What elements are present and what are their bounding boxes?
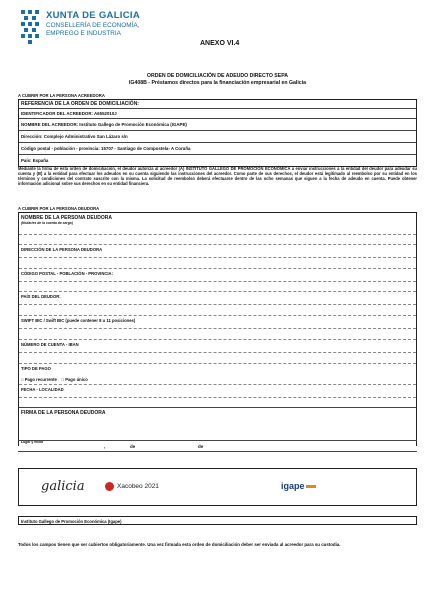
logo-dept-line2: EMPREGO E INDUSTRIA	[46, 30, 121, 38]
debtor-box	[18, 212, 417, 446]
creditor-row-address: Dirección: Complejo Administrativo San Lázaro s/n	[19, 131, 416, 143]
debtor-iban-label: NÚMERO DE CUENTA - IBAN	[21, 341, 79, 347]
date-separator-comma: ,	[104, 444, 106, 449]
payment-type-label: TIPO DE PAGO	[21, 365, 51, 371]
creditor-row-identifier: IDENTIFICADOR DEL ACREEDOR: A6552010J	[19, 109, 416, 119]
signature-label: FIRMA DE LA PERSONA DEUDORA	[21, 409, 106, 416]
xacobeo-logo	[105, 482, 159, 491]
debtor-address-label: DIRECCIÓN DE LA PERSONA DEUDORA	[21, 246, 103, 252]
debtor-country-field[interactable]	[19, 292, 416, 305]
debtor-name-field[interactable]	[19, 213, 416, 235]
date-place-line2[interactable]	[19, 398, 416, 408]
igape-bar-icon	[306, 485, 316, 488]
form-title: ORDEN DE DOMICILIACIÓN DE ADEUDO DIRECTO SEPA	[146, 73, 289, 79]
debtor-postal-line2[interactable]	[19, 282, 416, 292]
xacobeo-mark-icon	[105, 482, 114, 491]
final-note: Todos los campos tienen que ser cubiertos obligatoriamente. Una vez firmada esta orden de domiciliación deber ser enviada al acreedor para su custodia.	[18, 542, 341, 547]
date-de-1: de	[130, 444, 136, 449]
mandate-text: Mediante la firma de esta orden de domiciliación, el deudor autoriza al acreedor (A) INSTITUTO GALLEGO DE PROMOCIÓN ECONÓMICA a enviar instrucciones a la entidad del deudor para adeudar su cuenta y (B) a la entidad para efectuar los adeudos en su cuenta siguiendo las instrucciones del acreedor. Como parte de sus derechos, el deudor está legitimado al reembolso por su entidad en los términos y condiciones del contrato suscrito con la misma. La solicitud de reembolso deberá efectuarse dentro de las ocho semanas que siguen a la fecha de adeudo en cuenta. Puede obtener información adicional sobre sus derechos en su entidad financiera.	[18, 166, 417, 187]
single-label: Pago único	[65, 376, 88, 382]
date-de-2: de	[198, 444, 204, 449]
debtor-address-field[interactable]	[19, 245, 416, 258]
galicia-logo: galicia	[41, 479, 85, 494]
xunta-logo-text	[46, 10, 140, 37]
single-checkbox[interactable]: □	[61, 376, 66, 382]
debtor-postal-label: CÓDIGO POSTAL - POBLACIÓN - PROVINCIA:	[21, 270, 113, 276]
logo-name: XUNTA DE GALICIA	[46, 10, 140, 21]
creditor-section-label: A CUBRIR POR LA PERSONA ACREEDORA	[18, 93, 105, 98]
debtor-country-line2[interactable]	[19, 305, 416, 316]
debtor-name-sublabel: (titular/es de la cuenta de cargo)	[21, 220, 74, 225]
signature-date-row[interactable]	[18, 440, 417, 452]
debtor-swift-field[interactable]	[19, 316, 416, 329]
place-date-small-label: Lugar y fecha	[21, 440, 44, 444]
debtor-swift-label: SWIFT BIC / Swift BIC (puede contener 8 u 11 posiciones)	[21, 317, 136, 323]
igape-logo-text: igape	[281, 481, 305, 491]
recurring-label: Pago recurrente	[24, 376, 57, 382]
creditor-row-country: País: España	[21, 158, 49, 163]
debtor-address-line2[interactable]	[19, 258, 416, 269]
recurring-checkbox[interactable]: □	[21, 376, 25, 382]
debtor-name-line2[interactable]	[19, 235, 416, 245]
debtor-swift-line2[interactable]	[19, 329, 416, 340]
payment-type-field	[19, 364, 416, 375]
debtor-country-label: PAÍS DEL DEUDOR:	[21, 293, 61, 299]
creditor-row-reference: REFERENCIA DE LA ORDEN DE DOMICILIACIÓN:	[19, 100, 416, 109]
debtor-postal-field[interactable]	[19, 269, 416, 282]
logos-strip	[18, 468, 417, 506]
creditor-row-postal: Código postal - población - provincia: 15707 - Santiago de Compostela- A Coruña	[19, 143, 416, 155]
debtor-section-label: A CUBRIR POR LA PERSONA DEUDORA	[18, 206, 100, 211]
date-place-label: FECHA - LOCALIDAD	[21, 386, 64, 392]
xunta-shield-icon	[18, 8, 42, 48]
annex-label: ANEXO VI.4	[200, 40, 240, 47]
debtor-iban-field[interactable]	[19, 340, 416, 353]
date-place-field[interactable]	[19, 385, 416, 398]
xacobeo-logo-text: Xacobeo 2021	[117, 483, 159, 491]
debtor-iban-line2[interactable]	[19, 353, 416, 364]
creditor-row-name: NOMBRE DEL ACREEDOR: Instituto Gallego de Promoción Económica (IGAPE)	[19, 119, 416, 131]
payment-type-options	[19, 375, 416, 385]
creditor-box	[18, 99, 417, 167]
logo-dept-line1: CONSELLERÍA DE ECONOMÍA,	[46, 22, 140, 29]
document-header	[18, 8, 418, 68]
form-subtitle: IG408B - Préstamos directos para la financiación empresarial en Galicia	[128, 80, 307, 86]
debtor-name-label: NOMBRE DE LA PERSONA DEUDORA	[21, 214, 113, 221]
igape-logo	[281, 481, 316, 491]
footer-institution-box: Instituto Gallego de Promoción Económica (Igape)	[18, 516, 417, 525]
